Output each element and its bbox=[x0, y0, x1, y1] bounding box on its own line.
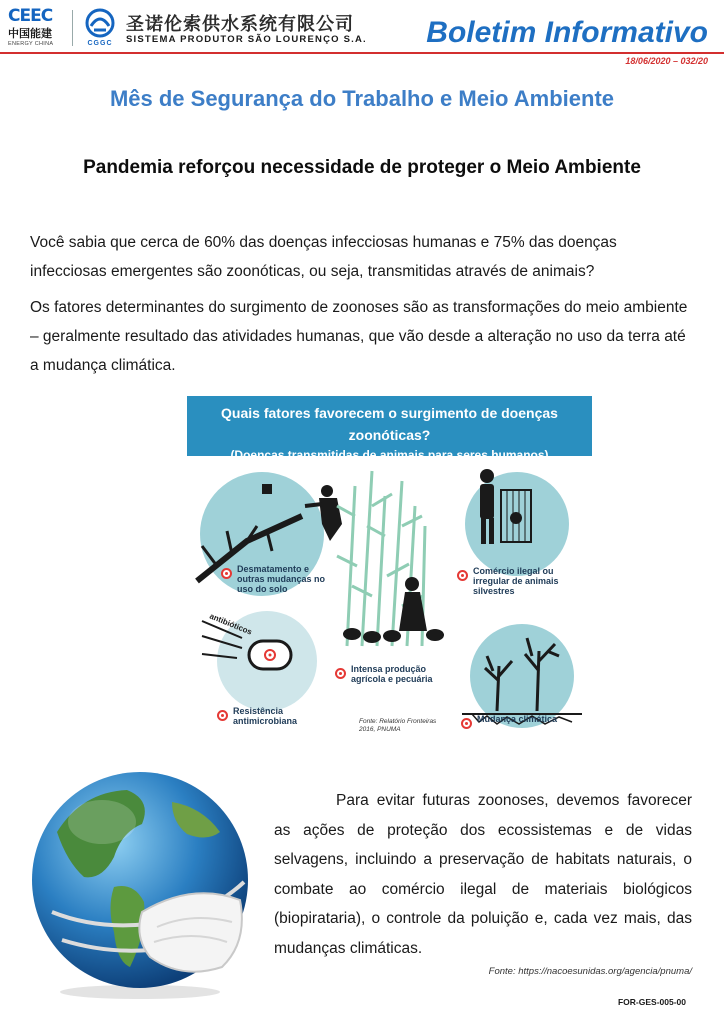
article-paragraph-2: Os fatores determinantes do surgimento de zoonoses são as transformações do meio ambiente – geralmente resultado das atividades humanas, que vão desde a alteração no uso da terra até a mudança climática. bbox=[30, 299, 688, 374]
cggc-logo-text: CGGC bbox=[87, 40, 113, 47]
caption-antimicrobial-text: Resistência antimicrobiana bbox=[233, 706, 298, 726]
infographic-illustration bbox=[187, 456, 592, 746]
caption-wildlife-trade bbox=[473, 566, 583, 596]
zoonoses-infographic bbox=[187, 396, 592, 746]
caption-wildlife-trade-text: Comércio ilegal ou irregular de animais silvestres bbox=[473, 566, 559, 596]
article-paragraph-1: Você sabia que cerca de 60% das doenças infecciosas humanas e 75% das doenças infecciosas emergentes são zoonóticas, ou seja, transmitidas através de animais? bbox=[30, 234, 617, 280]
page-header bbox=[0, 0, 724, 66]
caption-deforestation bbox=[237, 564, 337, 594]
agriculture-icon bbox=[337, 471, 444, 646]
energy-china-logo-mark: CEEC bbox=[8, 6, 53, 26]
cggc-emblem-icon bbox=[80, 8, 120, 40]
globe-with-mask-image bbox=[22, 762, 262, 1002]
infographic-source: Fonte: Relatório Fronteiras 2016, PNUMA bbox=[359, 718, 437, 733]
target-icon bbox=[221, 568, 232, 579]
article-title: Pandemia reforçou necessidade de proteger o Meio Ambiente bbox=[83, 157, 641, 178]
climate-circle bbox=[470, 624, 574, 728]
infographic-banner bbox=[187, 396, 592, 462]
infographic-subtitle: (Doenças transmitidas de animais para seres humanos) bbox=[230, 448, 549, 462]
section-title: Mês de Segurança do Trabalho e Meio Ambiente bbox=[109, 86, 615, 111]
energy-china-logo bbox=[8, 8, 66, 50]
target-icon bbox=[335, 668, 346, 679]
infographic-question: Quais fatores favorecem o surgimento de doenças zoonóticas? bbox=[221, 405, 558, 443]
document-code: FOR-GES-005-00 bbox=[617, 997, 686, 1007]
company-name-cn: 圣诺伦索供水系统有限公司 bbox=[126, 14, 354, 35]
caption-climate-text: Mudança climática bbox=[477, 714, 558, 724]
energy-china-logo-en: ENERGY CHINA bbox=[8, 41, 54, 47]
bulletin-date-code: 18/06/2020 – 032/20 bbox=[625, 56, 708, 66]
logo-divider bbox=[72, 10, 73, 46]
caption-deforestation-text: Desmatamento e outras mudanças no uso do solo bbox=[237, 564, 326, 594]
caption-agriculture bbox=[351, 664, 461, 684]
energy-china-logo-cn: 中国能建 bbox=[8, 27, 52, 40]
antibiotics-label: antibióticos bbox=[208, 611, 254, 637]
caption-antimicrobial bbox=[233, 706, 323, 726]
header-rule bbox=[0, 52, 724, 54]
article-source: Fonte: https://nacoesunidas.org/agencia/pnuma/ bbox=[488, 966, 692, 977]
caption-agriculture-text: Intensa produção agrícola e pecuária bbox=[351, 664, 433, 684]
target-icon bbox=[457, 570, 468, 581]
target-icon bbox=[217, 710, 228, 721]
closing-paragraph: Para evitar futuras zoonoses, devemos favorecer as ações de proteção dos ecossistemas e de vidas selvagens, incluindo a preservação de habitats naturais, o combate ao comércio ilegal de materiais biológicos (biopirataria), o controle da poluição e, cada vez mais, das mudanças climáticas. bbox=[274, 792, 692, 957]
cggc-logo bbox=[80, 8, 120, 50]
company-name-pt: SISTEMA PRODUTOR SÃO LOURENÇO S.A. bbox=[126, 34, 367, 45]
target-icon bbox=[461, 718, 472, 729]
bulletin-title: Boletim Informativo bbox=[426, 16, 708, 49]
caption-climate bbox=[477, 714, 577, 724]
